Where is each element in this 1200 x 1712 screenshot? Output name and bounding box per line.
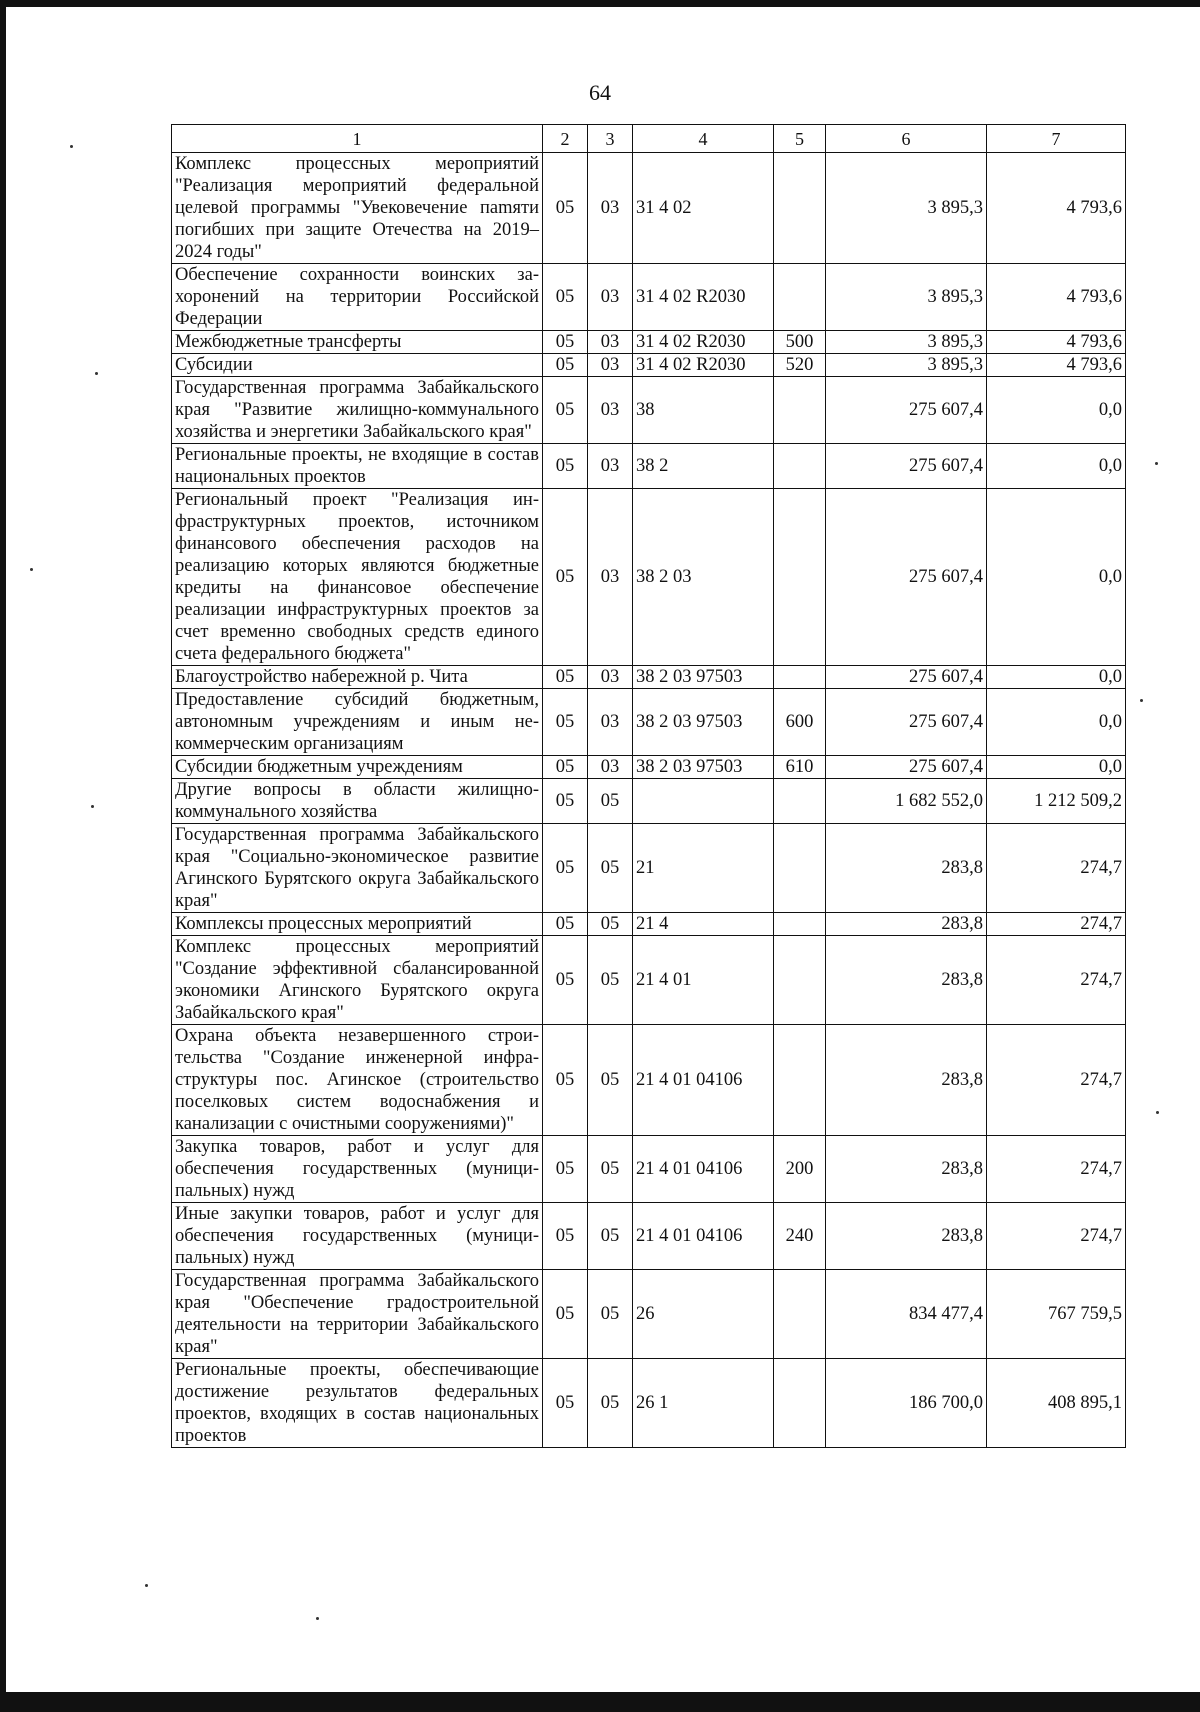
row-section-code: 05: [543, 824, 588, 913]
row-amount-col6: 3 895,3: [826, 331, 987, 354]
row-target-article: 31 4 02: [633, 153, 774, 264]
row-section-code: 05: [543, 153, 588, 264]
row-expense-type: [774, 666, 826, 689]
row-subsection-code: 03: [588, 377, 633, 444]
row-name: Охрана объекта незавершенного строительства "Создание инженерной инфраструктуры пос. Агинское (строительство поселковых систем водоснабжения и канализации с очистными сооружениями)": [172, 1025, 543, 1136]
scan-border-top: [0, 0, 1200, 7]
scan-speck: [95, 372, 98, 375]
row-section-code: 05: [543, 354, 588, 377]
row-amount-col7: 0,0: [987, 377, 1126, 444]
row-name: Благоустройство набережной р. Чита: [172, 666, 543, 689]
row-amount-col7: 0,0: [987, 666, 1126, 689]
row-amount-col6: 283,8: [826, 1136, 987, 1203]
table-row: [172, 153, 1126, 264]
row-name: Государственная программа Забайкальского края "Развитие жилищно-коммунального хозяйства и энергетики Забайкальского края": [172, 377, 543, 444]
row-subsection-code: 03: [588, 444, 633, 489]
row-section-code: 05: [543, 689, 588, 756]
row-target-article: 38 2 03 97503: [633, 756, 774, 779]
row-section-code: 05: [543, 444, 588, 489]
row-target-article: 31 4 02 R2030: [633, 354, 774, 377]
scan-speck: [70, 145, 73, 148]
row-subsection-code: 05: [588, 1136, 633, 1203]
table-row: [172, 1270, 1126, 1359]
table-row: [172, 331, 1126, 354]
row-name: Закупка товаров, работ и услуг для обеспечения государственных (муниципальных) нужд: [172, 1136, 543, 1203]
row-target-article: 38 2 03 97503: [633, 689, 774, 756]
row-amount-col6: 283,8: [826, 824, 987, 913]
row-subsection-code: 05: [588, 824, 633, 913]
table-row: [172, 1136, 1126, 1203]
row-amount-col7: 0,0: [987, 489, 1126, 666]
row-target-article: 26 1: [633, 1359, 774, 1448]
row-section-code: 05: [543, 1136, 588, 1203]
row-subsection-code: 03: [588, 354, 633, 377]
row-amount-col6: 834 477,4: [826, 1270, 987, 1359]
column-header-7: 7: [987, 125, 1126, 153]
row-name: Обеспечение сохранности воинских захоронений на территории Российской Федерации: [172, 264, 543, 331]
row-target-article: 26: [633, 1270, 774, 1359]
row-amount-col7: 767 759,5: [987, 1270, 1126, 1359]
row-target-article: 38 2 03 97503: [633, 666, 774, 689]
column-header-1: 1: [172, 125, 543, 153]
row-subsection-code: 05: [588, 1203, 633, 1270]
scan-speck: [91, 805, 94, 808]
row-name: Комплекс процессных мероприятий "Реализация мероприятий федеральной целевой программы "Увековечение паmяти погибших при защите Отечества на 2019–2024 годы": [172, 153, 543, 264]
row-name: Субсидии: [172, 354, 543, 377]
row-target-article: [633, 779, 774, 824]
row-subsection-code: 05: [588, 936, 633, 1025]
scan-speck: [145, 1584, 148, 1587]
row-amount-col6: 186 700,0: [826, 1359, 987, 1448]
row-target-article: 21 4 01: [633, 936, 774, 1025]
row-amount-col6: 275 607,4: [826, 689, 987, 756]
row-amount-col7: 274,7: [987, 1025, 1126, 1136]
row-expense-type: 200: [774, 1136, 826, 1203]
row-expense-type: [774, 1359, 826, 1448]
row-amount-col6: 3 895,3: [826, 264, 987, 331]
row-target-article: 21 4 01 04106: [633, 1136, 774, 1203]
row-expense-type: [774, 1025, 826, 1136]
scan-speck: [30, 568, 33, 571]
row-expense-type: 520: [774, 354, 826, 377]
row-amount-col7: 274,7: [987, 1136, 1126, 1203]
column-header-2: 2: [543, 125, 588, 153]
scan-border-bottom: [0, 1692, 1200, 1712]
row-name: Комплексы процессных мероприятий: [172, 913, 543, 936]
row-expense-type: 500: [774, 331, 826, 354]
row-amount-col7: 4 793,6: [987, 331, 1126, 354]
row-section-code: 05: [543, 666, 588, 689]
row-section-code: 05: [543, 264, 588, 331]
row-amount-col7: 408 895,1: [987, 1359, 1126, 1448]
row-expense-type: [774, 779, 826, 824]
row-subsection-code: 03: [588, 756, 633, 779]
row-amount-col6: 275 607,4: [826, 756, 987, 779]
row-amount-col6: 283,8: [826, 1025, 987, 1136]
column-header-5: 5: [774, 125, 826, 153]
table-row: [172, 913, 1126, 936]
row-name: Региональный проект "Реализация инфраструктурных проектов, источником финансового обеспечения расходов на реализацию которых являются бюджетные кредиты на финансовое обеспечение реализации инфраструктурных проектов за счет временно свободных средств единого счета федерального бюджета": [172, 489, 543, 666]
row-amount-col7: 0,0: [987, 689, 1126, 756]
row-subsection-code: 03: [588, 331, 633, 354]
row-name: Государственная программа Забайкальского края "Обеспечение градостроительной деятельности на территории Забайкальского края": [172, 1270, 543, 1359]
row-expense-type: [774, 824, 826, 913]
row-name: Субсидии бюджетным учреждениям: [172, 756, 543, 779]
page-number: 64: [589, 80, 611, 105]
row-name: Региональные проекты, обеспечивающие достижение результатов федеральных проектов, входящих в состав национальных проектов: [172, 1359, 543, 1448]
row-subsection-code: 03: [588, 666, 633, 689]
row-amount-col6: 3 895,3: [826, 153, 987, 264]
row-section-code: 05: [543, 489, 588, 666]
row-section-code: 05: [543, 936, 588, 1025]
row-expense-type: 610: [774, 756, 826, 779]
table-row: [172, 824, 1126, 913]
row-subsection-code: 03: [588, 489, 633, 666]
row-amount-col7: 4 793,6: [987, 264, 1126, 331]
row-subsection-code: 05: [588, 1025, 633, 1136]
row-subsection-code: 05: [588, 1270, 633, 1359]
row-expense-type: [774, 1270, 826, 1359]
row-name: Другие вопросы в области жилищно-коммунального хозяйства: [172, 779, 543, 824]
table-row: [172, 1025, 1126, 1136]
row-subsection-code: 03: [588, 153, 633, 264]
row-amount-col7: 4 793,6: [987, 153, 1126, 264]
row-target-article: 31 4 02 R2030: [633, 331, 774, 354]
row-amount-col7: 274,7: [987, 1203, 1126, 1270]
table-body: [172, 153, 1126, 1448]
row-target-article: 21 4: [633, 913, 774, 936]
row-amount-col7: 274,7: [987, 936, 1126, 1025]
row-amount-col6: 1 682 552,0: [826, 779, 987, 824]
column-header-6: 6: [826, 125, 987, 153]
table-row: [172, 666, 1126, 689]
row-amount-col6: 275 607,4: [826, 377, 987, 444]
row-target-article: 38 2 03: [633, 489, 774, 666]
row-section-code: 05: [543, 779, 588, 824]
row-subsection-code: 05: [588, 913, 633, 936]
table-row: [172, 756, 1126, 779]
row-expense-type: 600: [774, 689, 826, 756]
row-section-code: 05: [543, 913, 588, 936]
row-section-code: 05: [543, 1025, 588, 1136]
row-amount-col6: 283,8: [826, 1203, 987, 1270]
scan-speck: [1155, 462, 1158, 465]
scan-speck: [1156, 1111, 1159, 1114]
row-target-article: 38 2: [633, 444, 774, 489]
row-target-article: 21: [633, 824, 774, 913]
table-row: [172, 264, 1126, 331]
column-header-4: 4: [633, 125, 774, 153]
row-section-code: 05: [543, 331, 588, 354]
row-amount-col6: 275 607,4: [826, 489, 987, 666]
row-amount-col7: 274,7: [987, 913, 1126, 936]
row-name: Региональные проекты, не входящие в состав национальных проектов: [172, 444, 543, 489]
table-row: [172, 689, 1126, 756]
table-row: [172, 354, 1126, 377]
row-expense-type: [774, 377, 826, 444]
row-subsection-code: 05: [588, 1359, 633, 1448]
row-subsection-code: 03: [588, 689, 633, 756]
row-amount-col6: 275 607,4: [826, 666, 987, 689]
row-amount-col7: 0,0: [987, 444, 1126, 489]
scan-speck: [316, 1617, 319, 1620]
row-subsection-code: 05: [588, 779, 633, 824]
header-row: [172, 125, 1126, 153]
row-name: Государственная программа Забайкальского края "Социально-экономическое развитие Агинского Бурятского округа Забайкальского края": [172, 824, 543, 913]
row-amount-col6: 283,8: [826, 913, 987, 936]
scan-border-left: [0, 0, 6, 1712]
row-section-code: 05: [543, 756, 588, 779]
row-name: Предоставление субсидий бюджетным, автономным учреждениям и иным некоммерческим организациям: [172, 689, 543, 756]
row-expense-type: 240: [774, 1203, 826, 1270]
row-target-article: 21 4 01 04106: [633, 1203, 774, 1270]
row-amount-col7: 0,0: [987, 756, 1126, 779]
row-expense-type: [774, 153, 826, 264]
table-row: [172, 779, 1126, 824]
row-expense-type: [774, 936, 826, 1025]
table-row: [172, 444, 1126, 489]
column-header-3: 3: [588, 125, 633, 153]
row-section-code: 05: [543, 377, 588, 444]
row-amount-col7: 274,7: [987, 824, 1126, 913]
table-row: [172, 936, 1126, 1025]
row-name: Комплекс процессных мероприятий "Создание эффективной сбалансированной экономики Агинского Бурятского округа Забайкальского края": [172, 936, 543, 1025]
row-expense-type: [774, 913, 826, 936]
row-amount-col7: 4 793,6: [987, 354, 1126, 377]
row-expense-type: [774, 264, 826, 331]
row-target-article: 31 4 02 R2030: [633, 264, 774, 331]
row-name: Межбюджетные трансферты: [172, 331, 543, 354]
row-target-article: 21 4 01 04106: [633, 1025, 774, 1136]
table-row: [172, 1359, 1126, 1448]
row-amount-col6: 3 895,3: [826, 354, 987, 377]
row-amount-col6: 283,8: [826, 936, 987, 1025]
table-row: [172, 377, 1126, 444]
row-expense-type: [774, 444, 826, 489]
row-target-article: 38: [633, 377, 774, 444]
budget-table: [171, 124, 1126, 1448]
row-subsection-code: 03: [588, 264, 633, 331]
row-expense-type: [774, 489, 826, 666]
row-amount-col7: 1 212 509,2: [987, 779, 1126, 824]
row-amount-col6: 275 607,4: [826, 444, 987, 489]
row-name: Иные закупки товаров, работ и услуг для обеспечения государственных (муниципальных) нужд: [172, 1203, 543, 1270]
table-row: [172, 1203, 1126, 1270]
scan-speck: [1140, 699, 1143, 702]
row-section-code: 05: [543, 1203, 588, 1270]
table-row: [172, 489, 1126, 666]
row-section-code: 05: [543, 1270, 588, 1359]
row-section-code: 05: [543, 1359, 588, 1448]
